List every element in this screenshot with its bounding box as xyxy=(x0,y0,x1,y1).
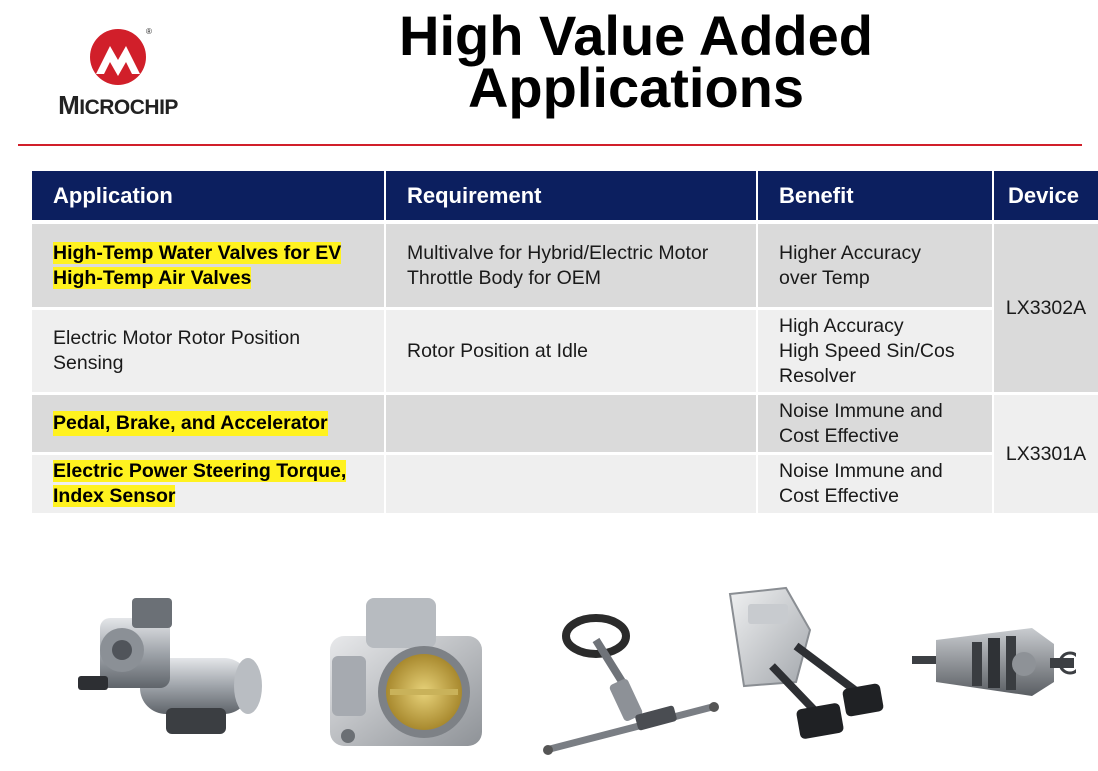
benefit-cell xyxy=(758,395,992,452)
svg-text:®: ® xyxy=(146,27,152,36)
header-benefit: Benefit xyxy=(758,171,992,220)
table-row xyxy=(32,455,1098,513)
application-line: Sensing xyxy=(53,352,124,374)
table-header-row xyxy=(32,171,1098,220)
application-cell xyxy=(32,310,384,392)
table-row xyxy=(32,224,1098,307)
application-cell xyxy=(32,395,384,452)
application-line: Pedal, Brake, and Accelerator xyxy=(53,412,328,434)
requirement-line: Multivalve for Hybrid/Electric Motor xyxy=(407,241,709,264)
requirement-cell xyxy=(386,455,756,513)
application-line: Electric Power Steering Torque, xyxy=(53,460,347,482)
microchip-logo-icon xyxy=(80,24,156,86)
requirement-line: Throttle Body for OEM xyxy=(407,266,601,289)
table-row xyxy=(32,395,1098,452)
benefit-line: Resolver xyxy=(779,364,856,387)
application-line: High-Temp Water Valves for EV xyxy=(53,241,342,264)
benefit-cell xyxy=(758,310,992,392)
title-line-1: High Value Added xyxy=(399,4,873,67)
application-line: High-Temp Air Valves xyxy=(53,266,252,289)
microchip-logo xyxy=(28,18,208,128)
benefit-line: High Speed Sin/Cos xyxy=(779,339,955,362)
throttle-body-icon xyxy=(326,596,486,752)
application-line: Electric Motor Rotor Position xyxy=(53,327,301,349)
device-name: LX3302A xyxy=(1005,296,1087,319)
benefit-cell xyxy=(758,224,992,307)
benefit-line: Cost Effective xyxy=(779,424,899,447)
header-device: Device xyxy=(994,171,1098,220)
requirement-cell xyxy=(386,395,756,452)
header-requirement: Requirement xyxy=(386,171,756,220)
requirement-cell xyxy=(386,310,756,392)
title-divider xyxy=(18,144,1082,146)
header-application: Application xyxy=(32,171,384,220)
benefit-line: Noise Immune and xyxy=(779,399,943,422)
benefit-line: Higher Accuracy xyxy=(779,241,921,264)
page-title xyxy=(250,4,1022,119)
device-cell-lx3301a xyxy=(994,395,1098,513)
pedal-assembly-icon xyxy=(726,586,886,748)
benefit-line: over Temp xyxy=(779,266,870,289)
benefit-line: High Accuracy xyxy=(779,314,904,337)
requirement-cell xyxy=(386,224,756,307)
microchip-wordmark: MICROCHIP xyxy=(58,90,178,120)
transmission-icon xyxy=(912,620,1076,702)
benefit-line: Noise Immune and xyxy=(779,460,943,482)
application-cell xyxy=(32,224,384,307)
device-name: LX3301A xyxy=(1005,442,1087,465)
benefit-line: Cost Effective xyxy=(779,485,899,507)
application-line: Index Sensor xyxy=(53,485,176,507)
electric-power-steering-motor-icon xyxy=(70,588,270,748)
requirement-line: Rotor Position at Idle xyxy=(407,339,589,362)
device-cell-lx3302a xyxy=(994,224,1098,392)
application-cell xyxy=(32,455,384,513)
benefit-cell xyxy=(758,455,992,513)
steering-column-icon xyxy=(540,610,720,756)
title-line-2: Applications xyxy=(467,56,805,119)
table-row xyxy=(32,310,1098,392)
